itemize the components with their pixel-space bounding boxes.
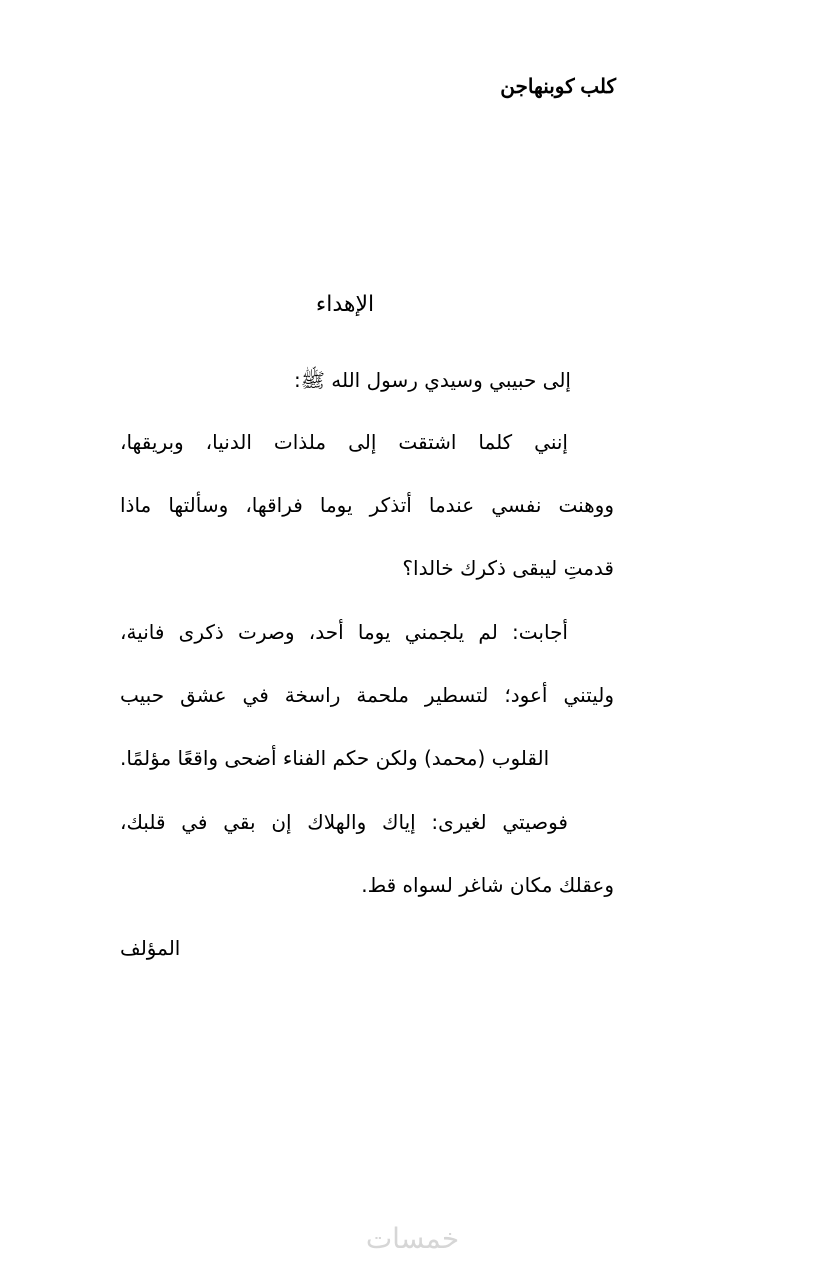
author-signature: المؤلف <box>120 936 181 960</box>
dedication-line-1: إنني كلما اشتقت إلى ملذات الدنيا، وبريقها، <box>120 430 568 454</box>
dedication-line-4: أجابت: لم يلجمني يوما أحد، وصرت ذكرى فانية، <box>120 620 568 644</box>
dedication-line-7: فوصيتي لغيرى: إياك والهلاك إن بقي في قلبك، <box>120 810 568 834</box>
dedication-line-5: وليتني أعود؛ لتسطير ملحمة راسخة في عشق حبيب <box>120 683 614 707</box>
dedication-title: الإهداء <box>315 292 375 317</box>
watermark-logo: خمسات <box>365 1222 460 1255</box>
dedication-line-8: وعقلك مكان شاغر لسواه قط. <box>361 873 614 897</box>
dedication-line-3: قدمتِ ليبقى ذكرك خالدا؟ <box>402 556 614 580</box>
dedication-line-2: ووهنت نفسي عندما أتذكر يوما فراقها، وسألتها ماذا <box>120 493 614 517</box>
book-title-header: كلب كوبنهاجن <box>500 76 616 98</box>
dedication-line-6: القلوب (محمد) ولكن حكم الفناء أضحى واقعًا مؤلمًا. <box>120 746 550 770</box>
dedication-opening-line: إلى حبيبي وسيدي رسول الله ﷺ: <box>293 368 571 392</box>
